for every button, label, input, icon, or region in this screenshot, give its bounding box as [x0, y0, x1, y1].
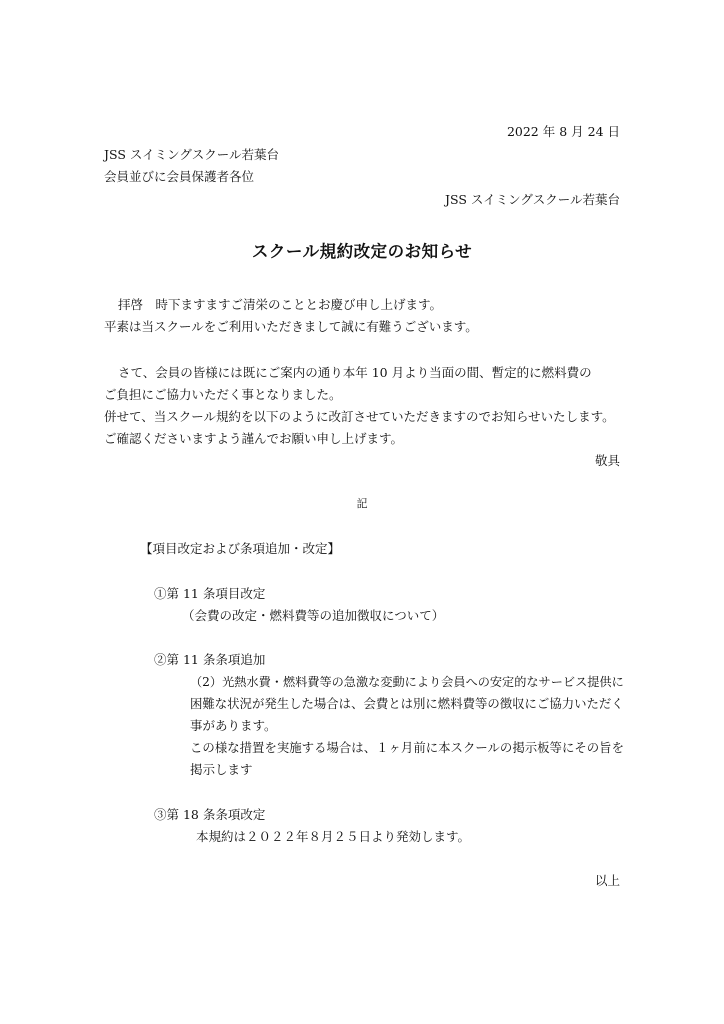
body-line-2: ご負担にご協力いただく事となりました。	[104, 387, 342, 402]
item-2-line-3: 事があります。	[190, 718, 277, 733]
body-line-3: 併せて、当スクール規約を以下のように改訂させていただきますのでお知らせいたします。	[104, 409, 615, 424]
item-2-line-2: 困難な状況が発生した場合は、会費とは別に燃料費等の徴収にご協力いただく	[190, 696, 624, 711]
body-line-1: さて、会員の皆様には既にご案内の通り本年 10 月より当面の間、暫定的に燃料費の	[118, 365, 592, 380]
sender-name: JSS スイミングスクール若葉台	[444, 192, 620, 207]
ki-marker: 記	[356, 497, 368, 510]
sender-name-top: JSS スイミングスクール若葉台	[104, 147, 280, 162]
section-heading: 【項目改定および条項追加・改定】	[140, 541, 341, 556]
body-line-4: ご確認くださいますよう謹んでお願い申し上げます。	[104, 431, 404, 446]
greeting-line-1: 拝啓 時下ますますご清栄のこととお慶び申し上げます。	[118, 297, 443, 312]
item-3-title: ③第 18 条条項改定	[154, 807, 266, 822]
recipients: 会員並びに会員保護者各位	[104, 169, 255, 184]
item-1-detail: （会費の改定・燃料費等の追加徴収について）	[182, 608, 445, 623]
closing-keigu: 敬具	[594, 453, 620, 468]
letter-date: 2022 年 8 月 24 日	[506, 124, 620, 139]
item-2-line-1: （2）光熱水費・燃料費等の急激な変動により会員への安定的なサービス提供に	[190, 675, 624, 689]
document-title: スクール規約改定のお知らせ	[251, 242, 473, 261]
closing-ijou: 以上	[594, 873, 620, 888]
greeting-line-2: 平素は当スクールをご利用いただきまして誠に有難うございます。	[104, 319, 478, 334]
item-2-line-4: この様な措置を実施する場合は、１ヶ月前に本スクールの掲示板等にその旨を	[190, 740, 624, 755]
item-2-line-5: 掲示します	[190, 762, 253, 777]
item-3-detail: 本規約は２０２２年８月２５日より発効します。	[196, 829, 471, 844]
item-1-title: ①第 11 条項目改定	[154, 586, 266, 601]
item-2-title: ②第 11 条条項追加	[154, 652, 266, 667]
